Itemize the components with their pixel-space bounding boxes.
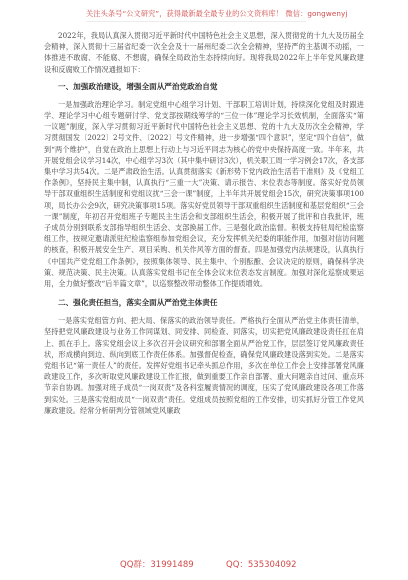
section-1-heading: 一、加强政治建设，增强全面从严治党政治自觉	[58, 81, 218, 91]
footer-contact	[0, 558, 408, 572]
section-2-heading: 二、强化责任担当，落实全面从严治党主体责任	[58, 298, 218, 308]
section-2-paragraph: 一是落实党组管方向、把大局、保落实的政治领导责任。严格执行全面从严治党主体责任清单，坚持把党风廉政建设与业务工作同谋划、同安排、同检查、同落实，切实把党风廉政建设责任扛在肩上、抓在手上。落实党组会议上多次召开会议研究和部署全面从严治党工作，层层签订党风廉政责任状，形成横向到边、纵向到底工作责任体系。加强督促检查，确保党风廉政建设落到实处。二是落实党组书记“第一责任人”的责任。发挥好党组书记牵头抓总作用，多次在单位工作会上安排部署党风廉政建设工作，多次听取党风廉政建设工作汇报，做到重要工作亲自部署、重大问题亲自过问、重点环节亲自协调。加强对班子成员“一岗双责”及各科室履责情况的调度，压实了党风廉政建设各项工作落到实处。三是落实党组成员“一岗双责”责任。党组成员按照党组的工作安排，切实抓好分管工作党风廉政建设。经常分析研判分管领域党风廉政	[44, 316, 364, 415]
promo-banner-text: 关注头条号“公文研究”，获得最新最全最专业的公文资料库！ 微信：gongwenyj	[86, 9, 348, 18]
qq-group-text: QQ群：31991489	[120, 560, 194, 570]
banner-divider	[86, 21, 306, 22]
document-body	[44, 30, 364, 416]
qq-contact-text: QQ：535304092	[226, 560, 297, 570]
intro-paragraph: 2022年，我局认真深入贯彻习近平新时代中国特色社会主义思想，深入贯彻党的十九大及历届全会精神，深入贯彻十三届省纪委一次全会及十一届州纪委二次全会精神，坚持严的主基调不动摇，一体推进不敢腐、不能腐、不想腐，确保全局政治生态持续向好。现将我局2022年上半年党风廉政建设和反腐败工作情况通报如下：	[44, 31, 364, 74]
section-1-paragraph: 一是加强政治理论学习。制定党组中心组学习计划、干部职工培训计划，持续深化党组及时跟进学、理论学习中心组专题研讨学、党支部按期线筹学的“三位一体”理论学习长效机制，全面落实“第一议题”制度，深入学习贯彻习近平新时代中国特色社会主义思想、党的十九大及历次全会精神，学习贯彻国发〔2022〕2号文件、〔2022〕号文件精神，进一步增强“四个意识”，坚定“四个自信”，做到“两个维护”，自觉在政治上思想上行动上与习近平同志为核心的党中央保持高度一致。半年来，共开展党组会议学习14次，中心组学习3次（其中集中研讨3次），机关职工周一学习例会17次，各支部集中学习共54次。二是严肃政治生活。认真贯彻落实《新形势下党内政治生活若干准则》及《党组工作条例》，坚持民主集中制，认真执行“三重一大”决策、请示报告、末位表态等制度。落实好党员领导干部双重组织生活制度和党组议扰“三会一课”制度，上半年共开展党组会15次，研究决策事项100项，局长办公会9次，研究决策事项15项。落实好党员领导干部双重组织生活制度和基层党组织“三会一课”制度，年初召开党组班子专题民主生活会和支部组织生活会，积极开展了批评和自我批评，班子成员分别到联系支部指导组织生活会、支部换届工作。三是强化政治监督。积极支持驻局纪检监察组工作，按规定邀请派驻纪检监察组参加党组会议，充分发挥机关纪委的职能作用，加强对信访问题的核查，积极开展安全生产、项目采购、机关作风等方面的督查。四是加强党内法规建设，认真执行《中国共产党党组工作条例》，按照集体领导、民主集中、个别酝酿、会议决定的原则，确保科学决策、规范决策、民主决策。认真落实党组书记在全体会议末位表态发言制度。加强对深化巡察成果运用，全力做好整改“后半篇文章”，以巡察整改带动整体工作提质增效。	[44, 99, 364, 289]
